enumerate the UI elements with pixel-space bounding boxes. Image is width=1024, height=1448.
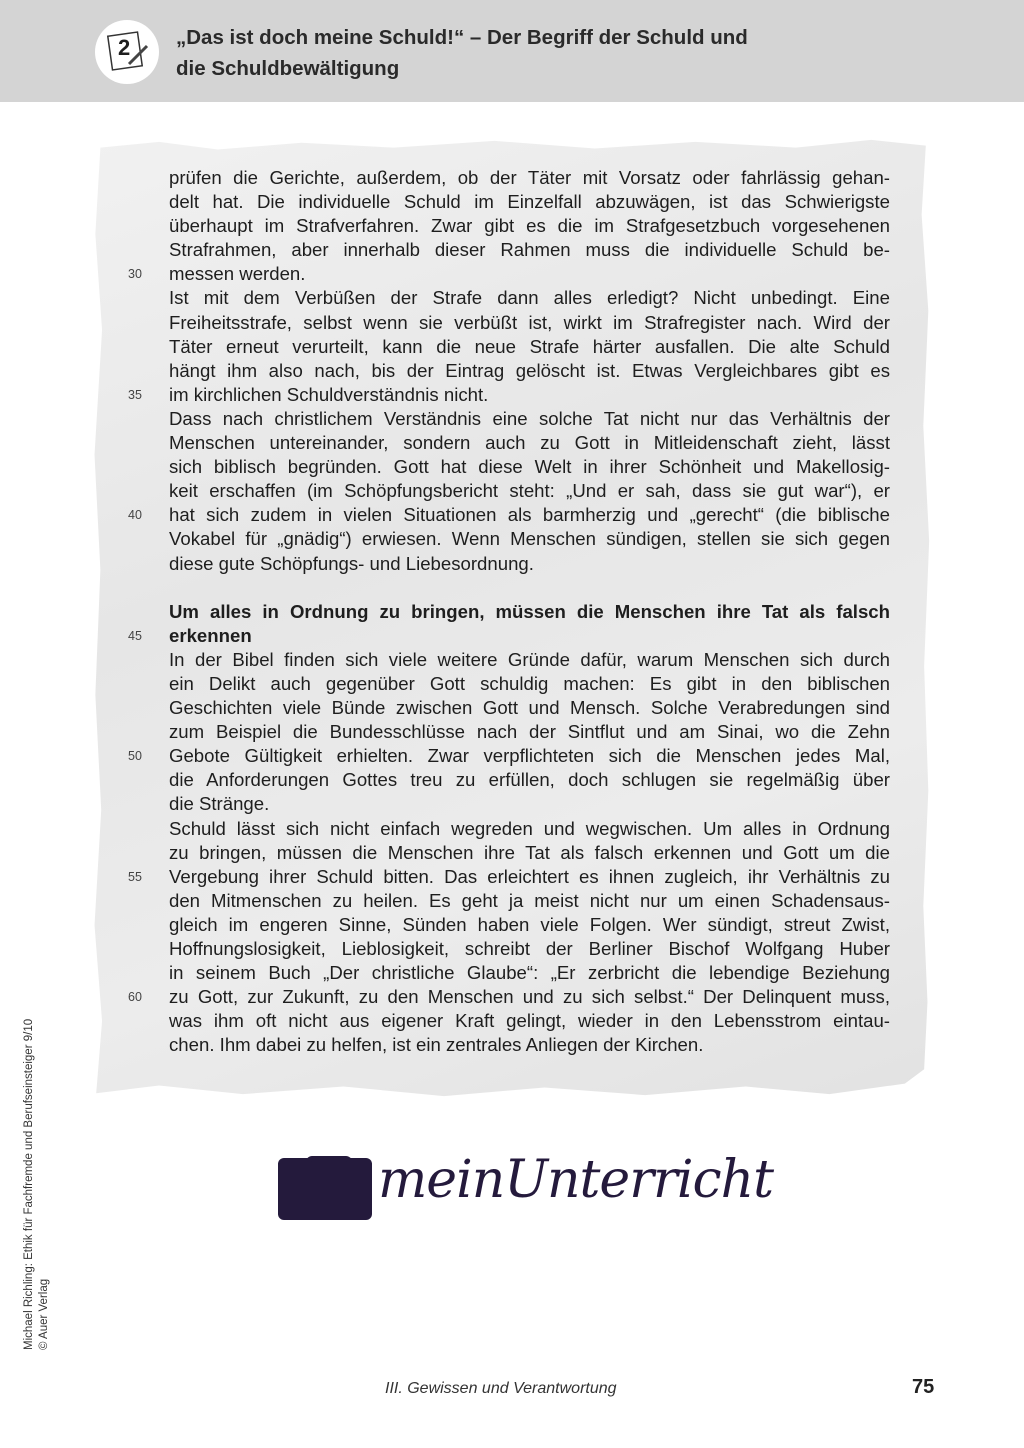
text-line [0,672,1024,696]
footer-section: III. Gewissen und Verantwortung [385,1380,617,1397]
text-line [0,744,1024,768]
text-line [0,383,1024,407]
text-line [0,576,1024,600]
line-text: in seinem Buch „Der christliche Glaube“: „Er zerbricht die lebendige Beziehung [169,962,890,984]
text-line [0,262,1024,286]
text-line [0,1033,1024,1057]
line-text: In der Bibel finden sich viele weitere Gründe dafür, warum Menschen sich durch [169,648,890,670]
line-text: Gebote Gültigkeit erhielten. Zwar verpflichteten sich die Menschen jedes Mal, [169,745,890,767]
line-number: 60 [128,990,142,1005]
text-line [0,431,1024,455]
line-text: gleich im engeren Sinne, Sünden haben viele Folgen. Wer sündigt, streut Zwist, [169,913,890,935]
text-line [0,961,1024,985]
line-text: Dass nach christlichem Verständnis eine solche Tat nicht nur das Verhältnis der [169,407,890,429]
text-line [0,865,1024,889]
text-line [0,913,1024,937]
line-text: Vokabel für „gnädig“) erwiesen. Wenn Menschen sündigen, stellen sie sich gegen [169,528,890,550]
header-band [0,0,1024,102]
text-line [0,624,1024,648]
text-line [0,166,1024,190]
text-line [0,696,1024,720]
line-text: Ist mit dem Verbüßen der Strafe dann alles erledigt? Nicht unbedingt. Eine [169,287,890,309]
line-text: zum Beispiel die Bundesschlüsse nach der Sintflut und am Sinai, wo die Zehn [169,721,890,743]
text-line [0,527,1024,551]
line-number: 55 [128,869,142,884]
line-number: 45 [128,628,142,643]
copyright-sidebar [22,1019,52,1350]
line-text: Täter erneut verurteilt, kann die neue Strafe härter ausfallen. Die alte Schuld [169,335,890,357]
line-text: delt hat. Die individuelle Schuld im Einzelfall abzuwägen, ist das Schwierigste [169,191,890,213]
text-line [0,889,1024,913]
section-heading-line: Um alles in Ordnung zu bringen, müssen die Menschen ihre Tat als falsch [169,600,890,622]
text-line [0,841,1024,865]
text-line [0,552,1024,576]
line-number: 30 [128,267,142,282]
text-line [0,817,1024,841]
text-body [0,166,1024,1057]
line-text: zu bringen, müssen die Menschen ihre Tat als falsch erkennen und Gott um die [169,841,890,863]
line-text: überhaupt im Strafverfahren. Zwar gibt es die im Strafgesetzbuch vorgesehenen [169,215,890,237]
line-text: messen werden. [169,263,306,285]
title-line-1: „Das ist doch meine Schuld!“ – Der Begriff der Schuld und [176,26,748,49]
line-text: die Anforderungen Gottes treu zu erfüllen, doch schlugen sie regelmäßig über [169,769,890,791]
watermark-logo [278,1150,774,1222]
text-line [0,359,1024,383]
line-text: die Stränge. [169,793,270,815]
chapter-badge [95,20,159,84]
text-line [0,937,1024,961]
line-number: 35 [128,387,142,402]
text-line [0,720,1024,744]
line-text: Vergebung ihrer Schuld bitten. Das erleichtert es ihnen zugleich, ihr Verhältnis zu [169,865,890,887]
text-line [0,648,1024,672]
text-line [0,214,1024,238]
line-text: prüfen die Gerichte, außerdem, ob der Täter mit Vorsatz oder fahrlässig gehan- [169,167,890,188]
line-text: den Mitmenschen zu heilen. Es geht ja meist nicht nur um einen Schadensaus- [169,889,890,911]
line-text: diese gute Schöpfungs- und Liebesordnung. [169,552,534,574]
text-line [0,792,1024,816]
line-number: 50 [128,749,142,764]
line-number: 40 [128,508,142,523]
line-text: sich biblisch begründen. Gott hat diese Welt in ihrer Schönheit und Makellosig- [169,456,890,478]
line-text: Freiheitsstrafe, selbst wenn sie verbüßt ist, wirkt im Strafregister nach. Wird der [169,311,890,333]
line-text: Geschichten viele Bünde zwischen Gott und Mensch. Solche Verabredungen sind [169,697,890,719]
briefcase-cloud-icon [278,1158,372,1220]
text-line [0,455,1024,479]
text-line [0,311,1024,335]
chapter-number: 2 [118,35,131,60]
page-number: 75 [912,1376,935,1398]
text-line [0,407,1024,431]
text-line [0,985,1024,1009]
line-text: Schuld lässt sich nicht einfach wegreden und wegwischen. Um alles in Ordnung [169,817,890,839]
text-line [0,335,1024,359]
line-text: keit erschaffen (im Schöpfungsbericht steht: „Und er sah, dass sie gut war“), er [169,480,890,502]
watermark-text: meinUnterricht [378,1150,774,1210]
title-line-2: die Schuldbewältigung [176,57,400,80]
text-line [0,479,1024,503]
text-line [0,286,1024,310]
line-text: Strafrahmen, aber innerhalb dieser Rahmen muss die individuelle Schuld be- [169,239,890,261]
text-line [0,768,1024,792]
text-line [0,600,1024,624]
sidebar-publisher: © Auer Verlag [38,1278,50,1350]
sidebar-author: Michael Richling: Ethik für Fachfremde und Berufseinsteiger 9/10 [23,1018,35,1350]
line-text: zu Gott, zur Zukunft, zu den Menschen und zu sich selbst.“ Der Delinquent muss, [169,986,890,1008]
line-text: was ihm oft nicht aus eigener Kraft gelingt, wieder in den Lebensstrom eintau- [169,1010,890,1032]
line-text: im kirchlichen Schuldverständnis nicht. [169,383,489,405]
text-line [0,503,1024,527]
page-title [176,22,748,84]
line-text: Menschen untereinander, sondern auch zu Gott in Mitleidenschaft zieht, lässt [169,432,890,454]
text-line [0,238,1024,262]
line-text: hat sich zudem in vielen Situationen als barmherzig und „gerecht“ (die biblische [169,504,890,526]
line-text: chen. Ihm dabei zu helfen, ist ein zentrales Anliegen der Kirchen. [169,1034,704,1056]
section-heading-line: erkennen [169,624,252,646]
text-line [0,1009,1024,1033]
text-line [0,190,1024,214]
line-text: Hoffnungslosigkeit, Lieblosigkeit, schreibt der Berliner Bischof Wolfgang Huber [169,938,890,959]
line-text: hängt ihm also nach, bis der Eintrag gelöscht ist. Etwas Vergleichbares gibt es [169,359,890,381]
line-text: ein Delikt auch gegenüber Gott schuldig machen: Es gibt in den biblischen [169,672,890,694]
